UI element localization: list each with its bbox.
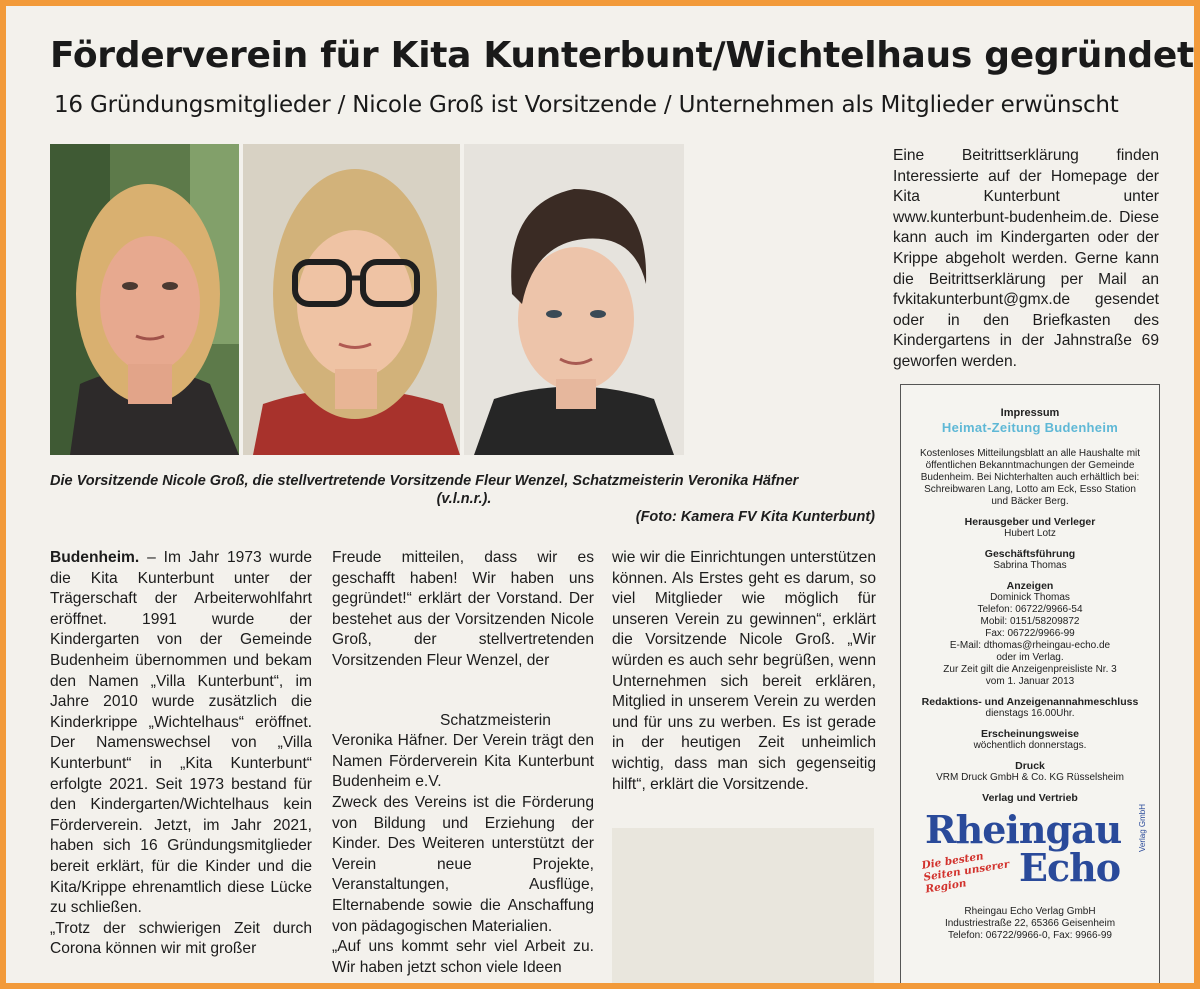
- print-section: [901, 760, 1159, 784]
- paragraph: Freude mitteilen, dass wir es geschafft haben! Wir haben uns gegründet!“ erklärt der Vorstand. Der bestehet aus der Vorsitzenden Nicole Groß, der stellvertretenden Vorsitzenden Fleur Wenzel, der: [332, 549, 594, 669]
- impressum-intro: Kostenloses Mitteilungsblatt an alle Haushalte mit öffentlichen Bekanntmachungen der Gemeinde Budenheim. Bei Nichterhalten auch erhältlich bei: Schreibwaren Lang, Lotto am Eck, Esso Station und Bäcker Berg.: [919, 448, 1141, 507]
- caption-order: (v.l.n.r.).: [436, 491, 492, 507]
- deadline-section: [901, 696, 1159, 720]
- logo-word-echo: Echo: [1019, 845, 1121, 890]
- paper-name: Heimat-Zeitung Budenheim: [941, 420, 1119, 435]
- logo-slogan: Die besten Seiten unserer Region: [920, 850, 1011, 896]
- photo-credit: (Foto: Kamera FV Kita Kunterbunt): [635, 509, 875, 525]
- membership-info: Eine Beitrittserklärung finden Interessierte auf der Homepage der Kita Kunterbunt unter www.kunterbunt-budenheim.de. Diese kann auch im Kindergarten oder der Krippe abgeholt werden. Gerne kann die Beitrittserklärung per Mail an fvkitakunterbunt@gmx.de gesendet oder in den Briefkasten des Kindergartens in der Jahnstraße 69 geworfen werden.: [893, 147, 1159, 370]
- section-value: Sabrina Thomas: [993, 560, 1067, 571]
- subheadline: 16 Gründungsmitglieder / Nicole Groß ist Vorsitzende / Unternehmen als Mitglieder erwünscht: [54, 92, 1119, 118]
- section-heading: Redaktions- und Anzeigenannahmeschluss: [921, 696, 1139, 708]
- blank-area: [332, 672, 594, 711]
- article-column-2: [332, 548, 594, 978]
- article-column-1: [50, 548, 312, 960]
- section-heading: Herausgeber und Verleger: [964, 516, 1096, 528]
- paragraph: Zweck des Vereins ist die Förderung von Bildung und Erziehung der Kinder. Des Weiteren unterstützt der Verein neue Projekte, Veranstaltungen, Ausflüge, Elternabende sowie die Anschaffung von pädagogischen Materialien.: [332, 793, 594, 935]
- portrait-image: [464, 144, 684, 455]
- logo-word-rheingau: Rheingau: [925, 807, 1122, 852]
- section-value: dienstags 16.00Uhr.: [985, 708, 1075, 719]
- rheingau-echo-logo: [901, 803, 1159, 896]
- section-value: wöchentlich donnerstags.: [973, 740, 1087, 751]
- newspaper-page: [6, 6, 1194, 983]
- article-column-3: [612, 548, 876, 795]
- dateline: Budenheim.: [50, 549, 140, 566]
- address-phone: Telefon: 06722/9966-0, Fax: 9966-99: [947, 930, 1112, 941]
- section-value: VRM Druck GmbH & Co. KG Rüsselsheim: [936, 772, 1124, 783]
- paragraph: „Trotz der schwierigen Zeit durch Corona können wir mit großer: [50, 919, 312, 958]
- section-heading: Verlag und Vertrieb: [982, 792, 1078, 804]
- empty-shaded-area: [612, 828, 874, 983]
- portrait-image: [50, 144, 239, 455]
- distribution-section: [901, 792, 1159, 804]
- section-value: Hubert Lotz: [1004, 528, 1056, 539]
- paragraph: Schatzmeisterin Veronika Häfner. Der Verein trägt den Namen Förderverein Kita Kunterbunt Budenheim e.V.: [332, 711, 594, 791]
- ads-pricelist: Zur Zeit gilt die Anzeigenpreisliste Nr. 3: [943, 664, 1117, 675]
- ads-email: E-Mail: dthomas@rheingau-echo.de: [949, 640, 1111, 651]
- paragraph: wie wir die Einrichtungen unterstützen können. Als Erstes geht es darum, so viel Mitglieder wie möglich für unseren Verein zu gewinnen“, erklärt die Vorsitzende Nicole Groß. „Wir würden es auch sehr begrüßen, wenn Unternehmen sich bereit erklären, Mitglied in unserem Verein zu werden und für uns zu werben. Es ist gerade in der heutigen Zeit unheimlich wichtig, dass man sich gegenseitig hilft“, erklärt die Vorsitzende.: [612, 549, 876, 793]
- impressum-box: [900, 384, 1160, 983]
- caption-text: Die Vorsitzende Nicole Groß, die stellvertretende Vorsitzende Fleur Wenzel, Schatzmeisterin Veronika Häfner: [50, 473, 799, 489]
- logo-suffix: Verlag GmbH: [1138, 803, 1147, 852]
- paragraph-text: – Im Jahr 1973 wurde die Kita Kunterbunt unter der Trägerschaft der Arbeiterwohlfahrt eröffnet. 1991 wurde der Kindergarten von der Gemeinde Budenheim übernommen und bekam den Namen „Villa Kunterbunt“, im Jahre 2010 wurde zusätzlich die Kinderkrippe „Wichtelhaus“ eröffnet. Der Namenswechsel von „Villa Kunterbunt“ in „Kita Kunterbunt“ erfolgte 2021. Seit 1973 bestand für den Kindergarten/Wichtelhaus kein Förderverein. Jetzt, im Jahr 2021, haben sich 16 Gründungsmitglieder bereit erklärt, für die Kinder und die Kita/Krippe ehrenamtlich diese Lücke zu schließen.: [50, 549, 312, 917]
- photo-caption: [50, 472, 878, 508]
- headline: Förderverein für Kita Kunterbunt/Wichtelhaus gegründet: [50, 35, 1194, 76]
- ads-name: Dominick Thomas: [990, 592, 1070, 603]
- photo-veronika-haefner: [464, 144, 684, 455]
- paragraph: [50, 548, 312, 919]
- ads-section: [901, 580, 1159, 688]
- publisher-section: [901, 516, 1159, 540]
- ads-mobile: Mobil: 0151/58209872: [980, 616, 1080, 627]
- ads-email-note: oder im Verlag.: [996, 652, 1064, 663]
- portrait-image: [243, 144, 460, 455]
- frequency-section: [901, 728, 1159, 752]
- paragraph: „Auf uns kommt sehr viel Arbeit zu. Wir haben jetzt schon viele Ideen: [332, 938, 594, 976]
- address-company: Rheingau Echo Verlag GmbH: [964, 906, 1096, 917]
- section-heading: Anzeigen: [1006, 580, 1054, 592]
- address-section: [901, 906, 1159, 942]
- address-street: Industriestraße 22, 65366 Geisenheim: [944, 918, 1116, 929]
- section-heading: Geschäftsführung: [984, 548, 1076, 560]
- ads-fax: Fax: 06722/9966-99: [985, 628, 1075, 639]
- ads-pricelist-date: vom 1. Januar 2013: [985, 676, 1075, 687]
- photo-nicole-gross: [50, 144, 239, 455]
- impressum-title: Impressum: [1000, 407, 1060, 419]
- ads-phone: Telefon: 06722/9966-54: [977, 604, 1083, 615]
- management-section: [901, 548, 1159, 572]
- section-heading: Erscheinungsweise: [980, 728, 1080, 740]
- section-heading: Druck: [1015, 760, 1045, 772]
- photo-fleur-wenzel: [243, 144, 460, 455]
